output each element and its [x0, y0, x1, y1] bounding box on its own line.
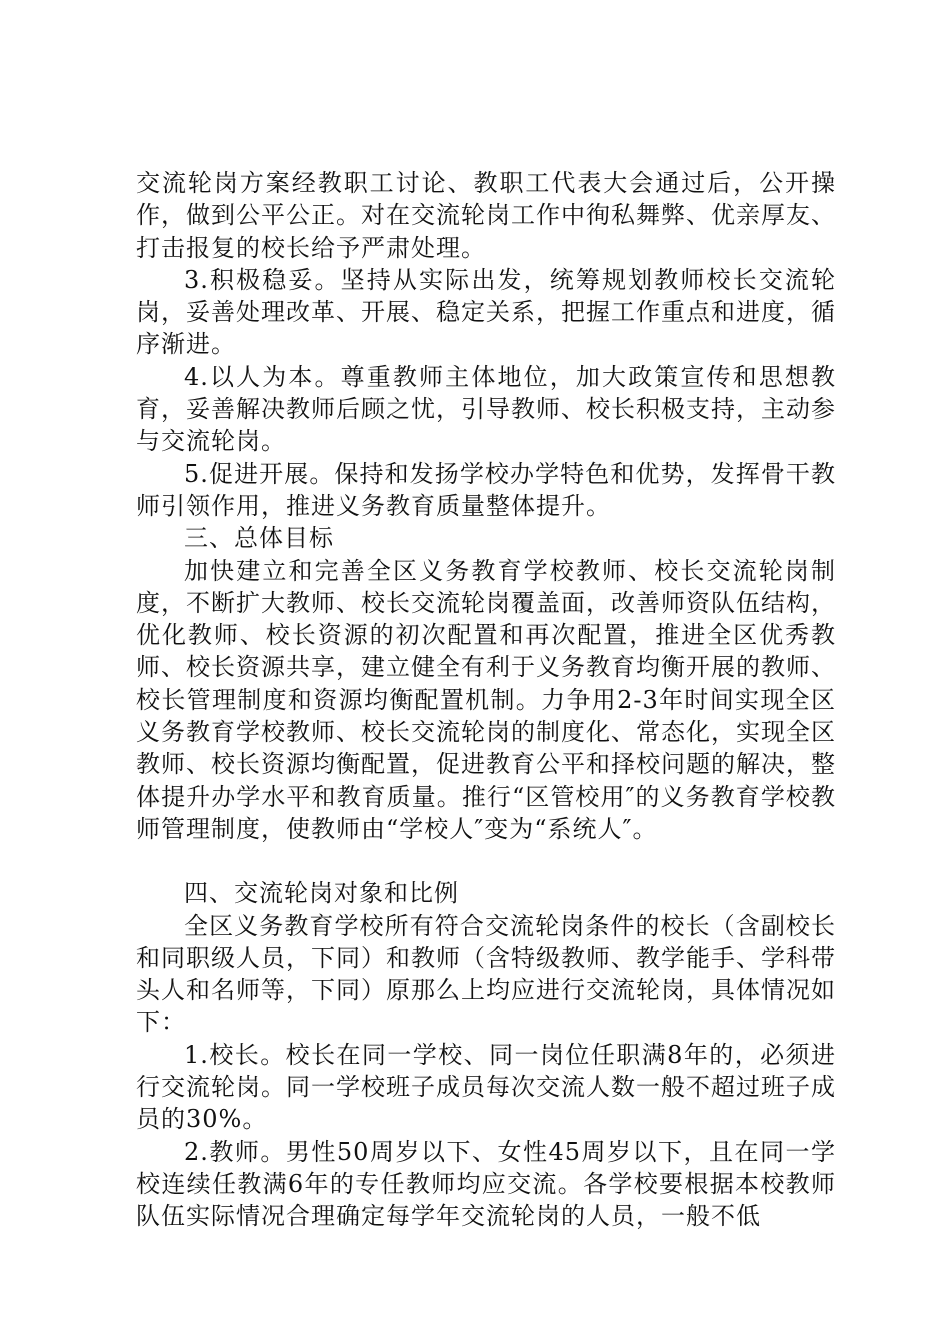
paragraph-principle-5: 5.促进开展。保持和发扬学校办学特色和优势，发挥骨干教师引领作用，推进义务教育质量整体提升。: [136, 459, 836, 520]
paragraph-teachers: 2.教师。男性50周岁以下、女性45周岁以下，且在同一学校连续任教满6年的专任教师均应交流。各学校要根据本校教师队伍实际情况合理确定每学年交流轮岗的人员，一般不低: [136, 1137, 836, 1231]
document-body: [136, 167, 836, 1233]
paragraph-principals: 1.校长。校长在同一学校、同一岗位任职满8年的，必须进行交流轮岗。同一学校班子成员每次交流人数一般不超过班子成员的30%。: [136, 1040, 836, 1134]
paragraph-targets-intro: 全区义务教育学校所有符合交流轮岗条件的校长（含副校长和同职级人员，下同）和教师（含特级教师、教学能手、学科带头人和名师等，下同）原那么上均应进行交流轮岗，具体情况如下：: [136, 911, 836, 1037]
paragraph-principle-4: 4.以人为本。尊重教师主体地位，加大政策宣传和思想教育，妥善解决教师后顾之忧，引导教师、校长积极支持，主动参与交流轮岗。: [136, 362, 836, 456]
paragraph-principle-3: 3.积极稳妥。坚持从实际出发，统筹规划教师校长交流轮岗，妥善处理改革、开展、稳定关系，把握工作重点和进度，循序渐进。: [136, 265, 836, 359]
section-heading-targets: 四、交流轮岗对象和比例: [184, 879, 459, 908]
paragraph-overall-goal: 加快建立和完善全区义务教育学校教师、校长交流轮岗制度，不断扩大教师、校长交流轮岗覆盖面，改善师资队伍结构，优化教师、校长资源的初次配置和再次配置，推进全区优秀教师、校长资源共享，建立健全有利于义务教育均衡开展的教师、校长管理制度和资源均衡配置机制。力争用2-3年时间实现全区义务教育学校教师、校长交流轮岗的制度化、常态化，实现全区教师、校长资源均衡配置，促进教育公平和择校问题的解决，整体提升办学水平和教育质量。推行“区管校用″的义务教育学校教师管理制度，使教师由“学校人″变为“系统人″。: [136, 556, 836, 843]
section-heading-overall-goal: 三、总体目标: [184, 524, 334, 553]
paragraph-exchange-plan: 交流轮岗方案经教职工讨论、教职工代表大会通过后，公开操作，做到公平公正。对在交流轮岗工作中徇私舞弊、优亲厚友、打击报复的校长给予严肃处理。: [136, 169, 836, 262]
